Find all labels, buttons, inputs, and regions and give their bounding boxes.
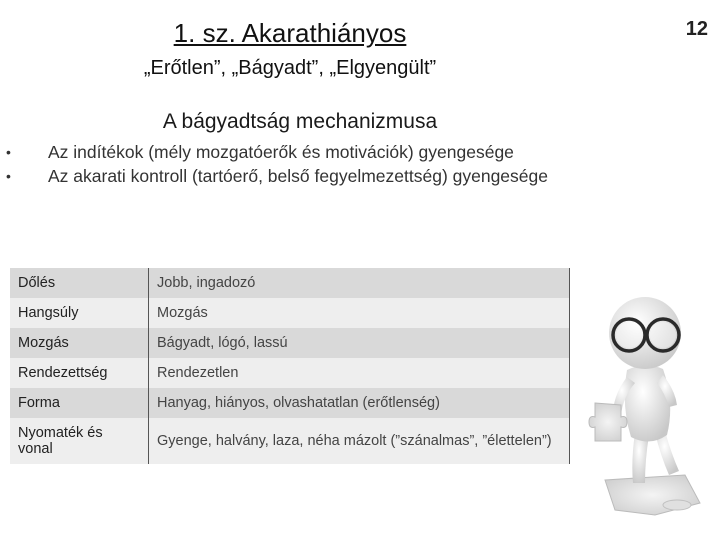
table-label-cell: Forma [10, 388, 149, 418]
slide-title: 1. sz. Akarathiányos [173, 18, 407, 48]
table-value-cell: Gyenge, halvány, laza, néha mázolt (”szánalmas”, ”élettelen”) [149, 418, 570, 464]
bullet-text: Az akarati kontroll (tartóerő, belső fegyelmezettség) gyengesége [48, 166, 548, 186]
table-row [10, 298, 570, 328]
page-number: 12 [685, 18, 708, 40]
table-row [10, 328, 570, 358]
table-row [10, 268, 570, 298]
table-value-cell: Bágyadt, lógó, lassú [149, 328, 570, 358]
bullet-marker: • [6, 144, 11, 160]
table-label-cell: Rendezettség [10, 358, 149, 388]
bullet-marker: • [6, 168, 11, 184]
table-label-cell: Hangsúly [10, 298, 149, 328]
table-value-cell: Mozgás [149, 298, 570, 328]
bullet-item [0, 141, 580, 163]
table-label-cell: Mozgás [10, 328, 149, 358]
bullet-item [0, 165, 580, 187]
table-row [10, 358, 570, 388]
slide-subtitle: „Erőtlen”, „Bágyadt”, „Elgyengült” [143, 57, 437, 79]
table-value-cell: Jobb, ingadozó [149, 268, 570, 298]
bullet-list [0, 141, 580, 189]
table-value-cell: Rendezetlen [149, 358, 570, 388]
section-heading: A bágyadtság mechanizmusa [162, 110, 438, 133]
table-label-cell: Nyomaték és vonal [10, 418, 149, 464]
bullet-text: Az indítékok (mély mozgatóerők és motivációk) gyengesége [48, 142, 514, 162]
3d-figure-with-glasses-and-puzzle-pieces-icon [565, 265, 720, 540]
table-label-cell: Dőlés [10, 268, 149, 298]
table-value-cell: Hanyag, hiányos, olvashatatlan (erőtlenség) [149, 388, 570, 418]
table-row [10, 388, 570, 418]
handwriting-traits-table [10, 268, 570, 464]
table-row [10, 418, 570, 464]
